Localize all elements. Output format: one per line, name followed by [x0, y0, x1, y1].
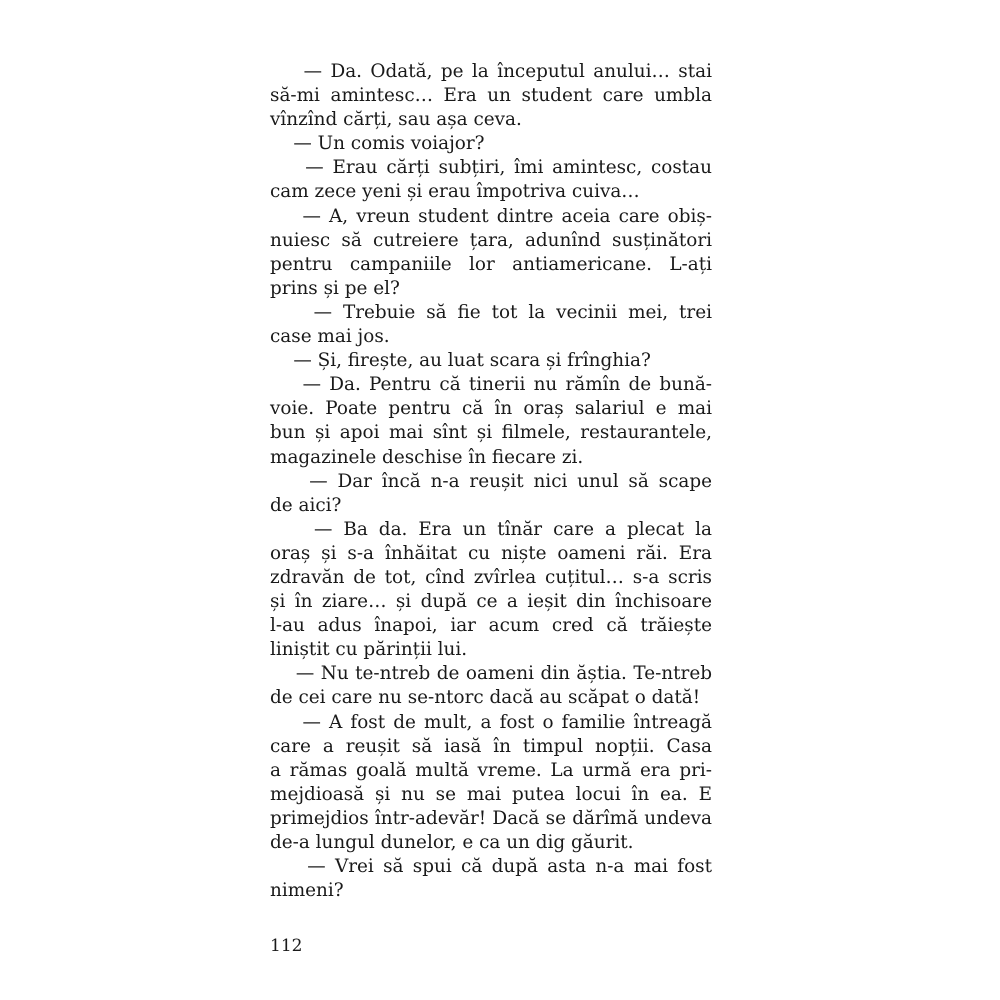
- text-line: — Nu te-ntreb de oameni din ăștia. Te-ntreb: [270, 663, 712, 685]
- text-line: — Da. Pentru că tinerii nu rămîn de bună-: [270, 374, 712, 396]
- text-line: — Și, firește, au luat scara și frînghia?: [270, 350, 651, 372]
- text-line: bun și apoi mai sînt și filmele, restaurantele,: [270, 422, 712, 444]
- text-line: și în ziare… și după ce a ieșit din închisoare: [270, 591, 712, 613]
- text-line: — Vrei să spui că după asta n-a mai fost: [270, 856, 712, 878]
- text-line: de cei care nu se-ntorc dacă au scăpat o dată!: [270, 687, 701, 709]
- text-line: cam zece yeni și erau împotriva cuiva…: [270, 181, 640, 203]
- text-line: l-au adus înapoi, iar acum cred că trăiește: [270, 615, 712, 637]
- text-line: nimeni?: [270, 880, 344, 902]
- text-line: — Un comis voiajor?: [270, 133, 485, 155]
- text-line: de-a lungul dunelor, e ca un dig găurit.: [270, 832, 634, 853]
- page-number: 112: [270, 936, 303, 956]
- text-line: — A, vreun student dintre aceia care obiș-: [270, 205, 712, 227]
- text-line: liniștit cu părinții lui.: [270, 639, 468, 661]
- text-line: oraș și s-a înhăitat cu niște oameni răi. Era: [270, 542, 712, 564]
- text-line: nuiesc să cutreiere țara, adunînd susținători: [270, 229, 712, 251]
- text-line: să-mi amintesc… Era un student care umbla: [270, 85, 712, 107]
- text-line: — Ba da. Era un tînăr care a plecat la: [270, 518, 712, 540]
- text-line: — A fost de mult, a fost o familie întreagă: [270, 711, 712, 733]
- text-line: magazinele deschise în fiecare zi.: [270, 446, 584, 468]
- text-line: pentru campaniile lor antiamericane. L-ați: [270, 253, 712, 275]
- text-line: zdravăn de tot, cînd zvîrlea cuțitul… s-a scris: [270, 566, 712, 588]
- text-line: prins și pe el?: [270, 277, 400, 299]
- text-line: mejdioasă și nu se mai putea locui în ea. E: [270, 783, 712, 805]
- text-line: a rămas goală multă vreme. La urmă era pri-: [270, 759, 712, 781]
- text-line: de aici?: [270, 494, 342, 516]
- text-line: — Trebuie să fie tot la vecinii mei, trei: [270, 301, 712, 323]
- text-line: vînzînd cărți, sau așa ceva.: [270, 109, 522, 131]
- text-line: — Da. Odată, pe la începutul anului… stai: [270, 61, 712, 82]
- text-line: — Erau cărți subțiri, îmi amintesc, costau: [270, 157, 712, 179]
- text-line: — Dar încă n-a reușit nici unul să scape: [270, 470, 712, 492]
- text-line: primejdios într-adevăr! Dacă se dărîmă undeva: [270, 807, 712, 829]
- text-line: case mai jos.: [270, 326, 390, 348]
- text-line: care a reușit să iasă în timpul nopții. Casa: [270, 735, 712, 757]
- body-text: [270, 60, 712, 903]
- text-line: voie. Poate pentru că în oraș salariul e mai: [270, 398, 712, 420]
